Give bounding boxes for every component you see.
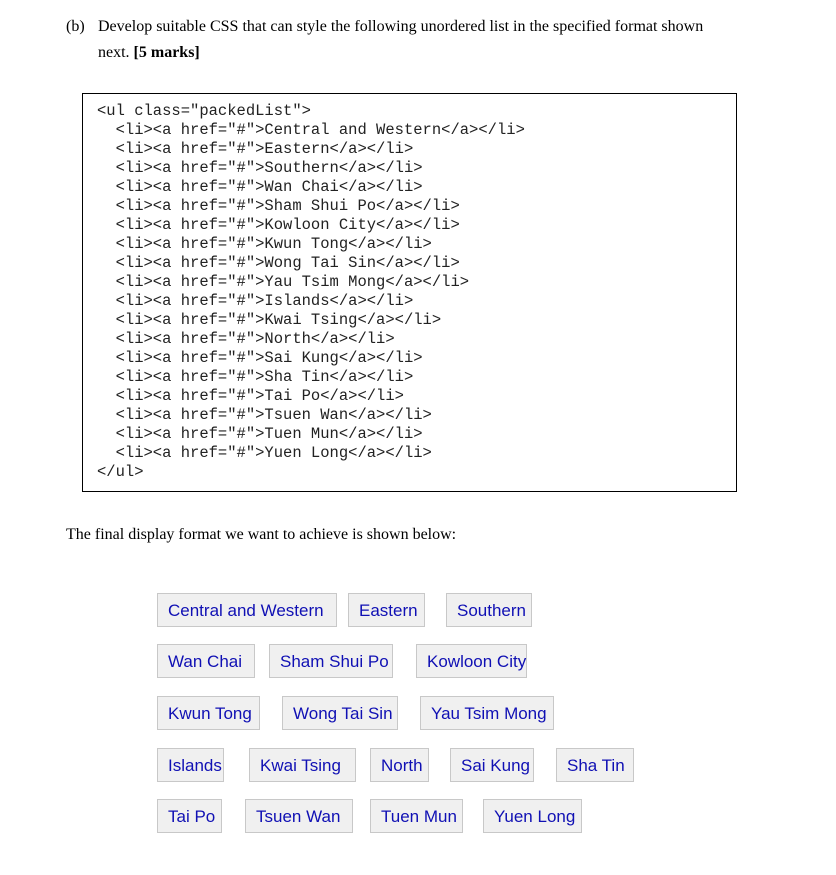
code-line: <li><a href="#">Yau Tsim Mong</a></li> <box>97 273 470 291</box>
district-link-kwai-tsing[interactable]: Kwai Tsing <box>249 748 356 782</box>
code-line: <li><a href="#">Sai Kung</a></li> <box>97 349 423 367</box>
question-text <box>98 14 766 66</box>
code-line: <li><a href="#">Sham Shui Po</a></li> <box>97 197 460 215</box>
code-close-tag: </ul> <box>97 463 144 481</box>
code-box <box>82 93 737 492</box>
district-link-southern[interactable]: Southern <box>446 593 532 627</box>
district-link-kowloon-city[interactable]: Kowloon City <box>416 644 527 678</box>
code-line: <li><a href="#">Islands</a></li> <box>97 292 414 310</box>
code-line: <li><a href="#">Tsuen Wan</a></li> <box>97 406 432 424</box>
code-line: <li><a href="#">Sha Tin</a></li> <box>97 368 414 386</box>
question-text-line2: next. <box>98 44 130 61</box>
district-link-sham-shui-po[interactable]: Sham Shui Po <box>269 644 393 678</box>
question-marks: [5 marks] <box>133 44 200 61</box>
code-open-tag: <ul class="packedList"> <box>97 102 311 120</box>
code-line: <li><a href="#">Kowloon City</a></li> <box>97 216 460 234</box>
code-line: <li><a href="#">Wan Chai</a></li> <box>97 178 423 196</box>
district-link-islands[interactable]: Islands <box>157 748 224 782</box>
district-link-tsuen-wan[interactable]: Tsuen Wan <box>245 799 353 833</box>
district-link-north[interactable]: North <box>370 748 429 782</box>
district-link-tuen-mun[interactable]: Tuen Mun <box>370 799 463 833</box>
district-link-eastern[interactable]: Eastern <box>348 593 425 627</box>
code-line: <li><a href="#">Tuen Mun</a></li> <box>97 425 423 443</box>
district-link-wan-chai[interactable]: Wan Chai <box>157 644 255 678</box>
district-link-yuen-long[interactable]: Yuen Long <box>483 799 582 833</box>
code-line: <li><a href="#">Central and Western</a></li> <box>97 121 525 139</box>
code-line: <li><a href="#">Southern</a></li> <box>97 159 423 177</box>
question <box>66 14 766 66</box>
district-link-sai-kung[interactable]: Sai Kung <box>450 748 534 782</box>
district-link-sha-tin[interactable]: Sha Tin <box>556 748 634 782</box>
code-line: <li><a href="#">Eastern</a></li> <box>97 140 414 158</box>
district-link-central-and-western[interactable]: Central and Western <box>157 593 337 627</box>
code-line: <li><a href="#">Wong Tai Sin</a></li> <box>97 254 460 272</box>
code-line: <li><a href="#">Kwun Tong</a></li> <box>97 235 432 253</box>
question-text-line1: Develop suitable CSS that can style the following unordered list in the specified format shown <box>98 18 704 35</box>
code-listing <box>97 102 525 482</box>
district-link-wong-tai-sin[interactable]: Wong Tai Sin <box>282 696 398 730</box>
district-link-yau-tsim-mong[interactable]: Yau Tsim Mong <box>420 696 554 730</box>
code-line: <li><a href="#">Tai Po</a></li> <box>97 387 404 405</box>
district-link-kwun-tong[interactable]: Kwun Tong <box>157 696 260 730</box>
code-line: <li><a href="#">North</a></li> <box>97 330 395 348</box>
display-format-caption: The final display format we want to achieve is shown below: <box>66 526 457 543</box>
district-link-tai-po[interactable]: Tai Po <box>157 799 222 833</box>
question-label: (b) <box>66 18 85 35</box>
code-line: <li><a href="#">Yuen Long</a></li> <box>97 444 432 462</box>
code-line: <li><a href="#">Kwai Tsing</a></li> <box>97 311 442 329</box>
